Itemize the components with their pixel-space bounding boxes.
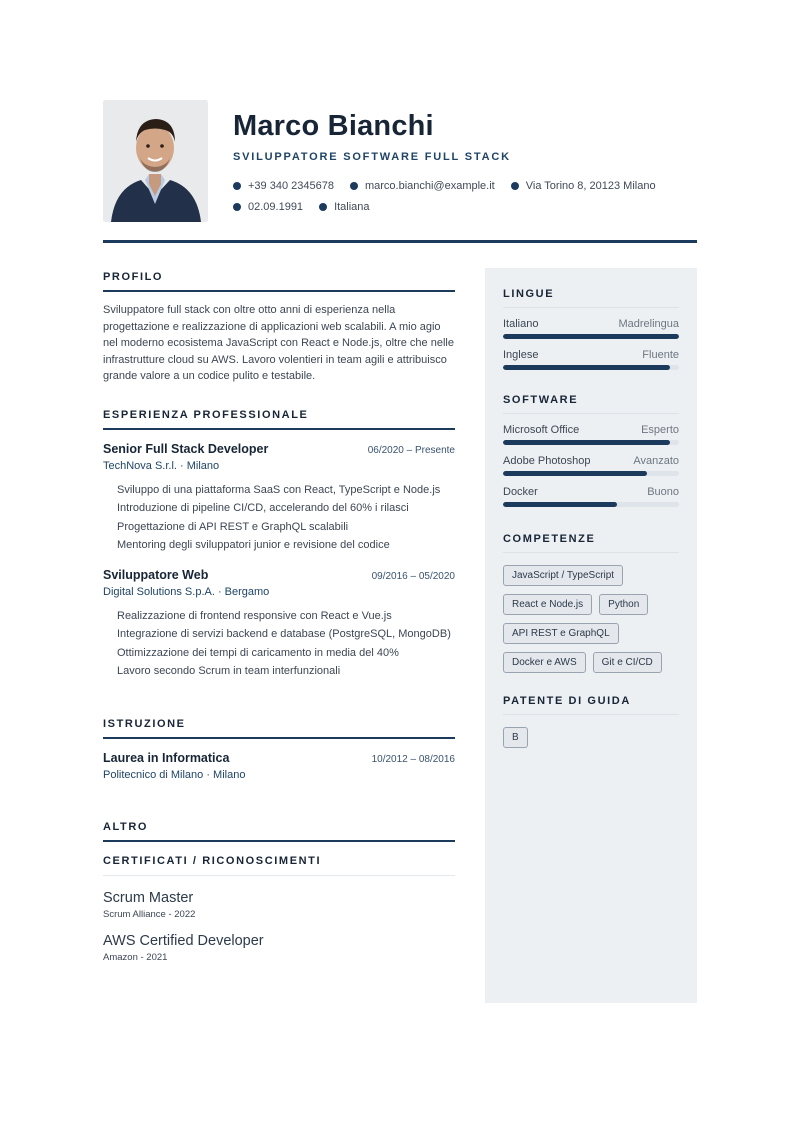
language-level: Fluente — [642, 349, 679, 361]
degree-name: Laurea in Informatica — [103, 751, 230, 766]
level-bar-fill — [503, 502, 617, 507]
skill-tag: Docker e AWS — [503, 652, 586, 673]
experience-section — [103, 409, 455, 680]
profile-summary: Sviluppatore full stack con oltre otto anni di esperienza nella progettazione e realizzazione di applicazioni web scalabili. A mio agio nel moderno ecosistema JavaScript con React e Node.js, oltre che nelle infrastrutture cloud su AWS. Lavoro volentieri in team agili e attribuisco grande valore a un codice pulito e testabile. — [103, 304, 454, 383]
skill-tag: API REST e GraphQL — [503, 623, 619, 644]
section-title: LINGUE — [503, 288, 679, 308]
certificate-name: Scrum Master — [103, 890, 194, 907]
address-item — [511, 180, 656, 192]
language-name: Italiano — [503, 318, 539, 330]
level-bar-fill — [503, 365, 670, 370]
job-bullets — [117, 607, 455, 680]
job-bullet: Sviluppo di una piattaforma SaaS con React, TypeScript e Node.js — [117, 483, 441, 496]
software-item — [503, 486, 679, 507]
languages-section — [503, 288, 679, 370]
job-dates: 09/2016 – 05/2020 — [371, 571, 455, 583]
software-name: Microsoft Office — [503, 424, 580, 436]
email-item — [350, 180, 495, 192]
level-bar-fill — [503, 471, 647, 476]
certificate-source: Scrum Alliance - 2022 — [103, 909, 196, 921]
software-name: Adobe Photoshop — [503, 455, 591, 467]
job-company: TechNova S.r.l. · Milano — [103, 459, 220, 472]
school-name: Politecnico di Milano · Milano — [103, 769, 246, 782]
job-dates: 06/2020 – Presente — [367, 444, 455, 456]
main-column — [103, 271, 455, 963]
language-item — [503, 318, 679, 339]
software-item — [503, 424, 679, 445]
profile-section — [103, 271, 455, 385]
section-title: PATENTE DI GUIDA — [503, 695, 679, 715]
software-level: Avanzato — [633, 455, 679, 467]
education-dates: 10/2012 – 08/2016 — [371, 754, 455, 766]
language-level-bar — [503, 334, 679, 339]
job-bullet: Mentoring degli sviluppatori junior e revisione del codice — [117, 538, 390, 551]
skills-section — [503, 533, 679, 681]
software-level: Esperto — [641, 424, 679, 436]
section-title: PROFILO — [103, 271, 455, 292]
job-bullet: Lavoro secondo Scrum in team interfunzionali — [117, 665, 341, 678]
job-bullet: Realizzazione di frontend responsive con React e Vue.js — [117, 610, 392, 623]
certificate-entry — [103, 890, 455, 920]
profile-photo — [103, 100, 208, 222]
birth-date: 02.09.1991 — [248, 200, 304, 213]
section-title: ESPERIENZA PROFESSIONALE — [103, 409, 455, 430]
software-level-bar — [503, 471, 679, 476]
job-bullet: Integrazione di servizi backend e database (PostgreSQL, MongoDB) — [117, 628, 451, 641]
driving-license-section — [503, 695, 679, 756]
job-bullet: Introduzione di pipeline CI/CD, accelerando del 60% i rilasci — [117, 502, 409, 515]
software-item — [503, 455, 679, 476]
nationality-item — [319, 201, 369, 213]
resume-header — [103, 100, 697, 224]
postal-address: Via Torino 8, 20123 Milano — [525, 179, 656, 192]
contact-info — [233, 175, 703, 217]
license-tag: B — [503, 727, 528, 748]
bullet-dot-icon — [350, 182, 358, 190]
job-entry — [103, 568, 455, 680]
job-company: Digital Solutions S.p.A. · Bergamo — [103, 586, 270, 599]
license-tags — [503, 727, 679, 756]
skill-tag: Git e CI/CD — [593, 652, 662, 673]
job-role: Senior Full Stack Developer — [103, 441, 269, 456]
job-entry — [103, 442, 455, 554]
section-title: SOFTWARE — [503, 394, 679, 414]
level-bar-fill — [503, 334, 679, 339]
email-address: marco.bianchi@example.it — [364, 179, 495, 192]
birthdate-item — [233, 201, 303, 213]
language-name: Inglese — [503, 349, 539, 361]
job-bullets — [117, 481, 455, 554]
profile-photo-illustration — [103, 100, 208, 222]
software-level: Buono — [647, 486, 679, 498]
software-section — [503, 394, 679, 507]
education-entry — [103, 751, 455, 781]
language-level: Madrelingua — [618, 318, 679, 330]
skill-tag: JavaScript / TypeScript — [503, 565, 623, 586]
candidate-name: Marco Bianchi — [233, 110, 434, 142]
bullet-dot-icon — [319, 203, 327, 211]
contact-row — [233, 175, 703, 196]
job-role: Sviluppatore Web — [103, 568, 209, 583]
nationality: Italiana — [334, 200, 370, 213]
software-name: Docker — [503, 486, 538, 498]
section-title: COMPETENZE — [503, 533, 679, 553]
level-bar-fill — [503, 440, 670, 445]
section-title: ISTRUZIONE — [103, 718, 455, 739]
software-level-bar — [503, 502, 679, 507]
other-section — [103, 821, 455, 963]
certificate-name: AWS Certified Developer — [103, 933, 264, 950]
certificate-entry — [103, 933, 455, 963]
skill-tag: Python — [599, 594, 648, 615]
sidebar — [485, 268, 697, 1003]
skill-tag: React e Node.js — [503, 594, 592, 615]
bullet-dot-icon — [233, 203, 241, 211]
candidate-title: SVILUPPATORE SOFTWARE FULL STACK — [233, 151, 511, 163]
certificate-source: Amazon - 2021 — [103, 952, 168, 964]
software-level-bar — [503, 440, 679, 445]
job-bullet: Ottimizzazione dei tempi di caricamento in media del 40% — [117, 646, 399, 659]
education-section — [103, 718, 455, 781]
header-divider — [103, 240, 697, 243]
language-level-bar — [503, 365, 679, 370]
phone-number: +39 340 2345678 — [248, 179, 334, 192]
job-bullet: Progettazione di API REST e GraphQL scalabili — [117, 520, 349, 533]
phone-item — [233, 180, 334, 192]
certificates-subtitle: CERTIFICATI / RICONOSCIMENTI — [103, 855, 455, 876]
section-title: ALTRO — [103, 821, 455, 842]
skill-tags — [503, 565, 679, 681]
language-item — [503, 349, 679, 370]
contact-row — [233, 196, 703, 217]
bullet-dot-icon — [233, 182, 241, 190]
bullet-dot-icon — [511, 182, 519, 190]
